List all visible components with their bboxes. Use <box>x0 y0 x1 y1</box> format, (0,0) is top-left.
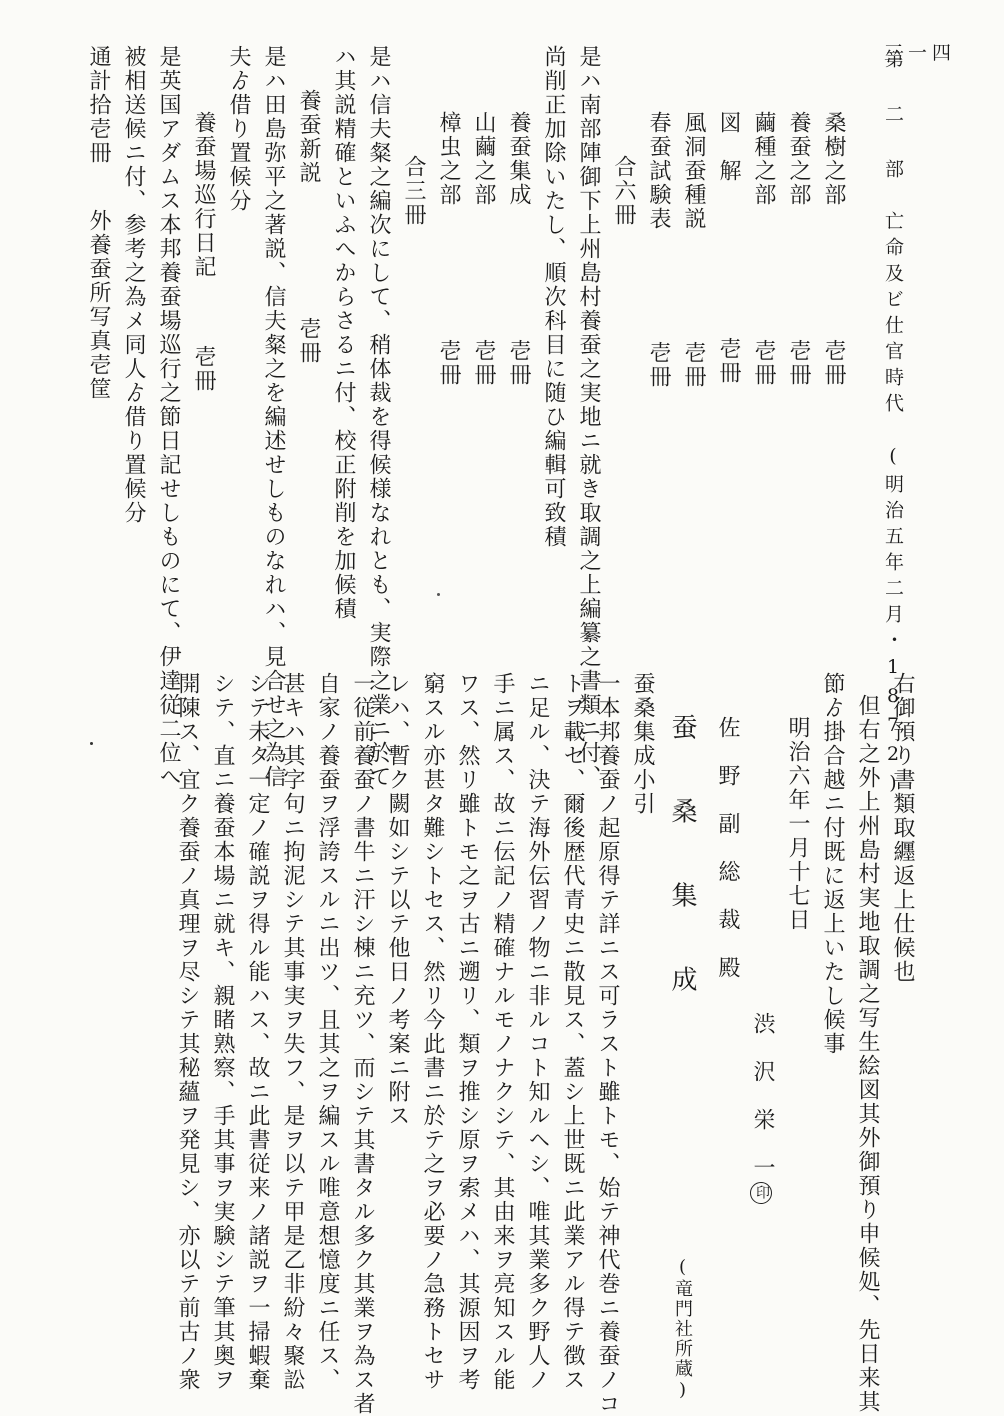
letter-line: 但右之外上州島村実地取調之写生絵図其外御預り申候処、先日来其 <box>855 694 880 1414</box>
item-name: 養蚕之部 <box>786 111 811 207</box>
sender-line <box>745 672 780 1352</box>
item-count: 壱冊 <box>506 339 531 387</box>
total-line <box>81 45 116 645</box>
body-line: 一本邦養蚕ノ起原得テ詳ニス可ラスト雖トモ、始テ神代巻ニ養蚕ノコ <box>595 672 620 1416</box>
item-name: 図 解 <box>716 111 741 183</box>
note-line: 是ハ田島弥平之著説、信夫粲之を編述せしものなれハ、見合せ之為信 <box>261 45 286 789</box>
preface-title: 蚕桑集成小引 <box>630 672 655 816</box>
body-line: ワス、然リ雖トモ之ヲ古ニ遡リ、類ヲ推シ原ヲ索メハ、其源因ヲ考 <box>455 672 480 1392</box>
source-note: (竜門社所蔵) <box>672 1256 693 1403</box>
item-count: 壱冊 <box>751 339 776 387</box>
seal-icon: 印 <box>750 1182 772 1204</box>
item-name: 樟虫之部 <box>436 111 461 207</box>
letter-line: 節ゟ掛合越ニ付既に返上いたし候事 <box>820 672 845 1056</box>
note-line: ハ其説精確といふへからさるニ付、校正附削を加候積 <box>331 45 356 621</box>
lower-section <box>40 672 920 1416</box>
item-count: 壱冊 <box>471 339 496 387</box>
item-name: 繭種之部 <box>751 111 776 207</box>
list-item <box>501 45 536 645</box>
list-item <box>466 45 501 645</box>
item-count: 壱冊 <box>821 339 846 387</box>
list-item <box>676 45 711 645</box>
subtotal: 合六冊 <box>611 155 636 227</box>
item-name: 養蚕新説 <box>296 89 321 185</box>
body-line: 手ニ属ス、故ニ伝記ノ精確ナルモノナクシテ、其由来ヲ亮知スル能 <box>490 672 515 1392</box>
body-line: 窮スル亦甚タ難シトセス、然リ今此書ニ於テ之ヲ必要ノ急務トセサ <box>420 672 445 1392</box>
recipient: 佐 野 副 総 裁 殿 <box>715 716 740 980</box>
item-count: 壱冊 <box>716 337 741 385</box>
note-line: 被相送候ニ付、参考之為メ同人ゟ借り置候分 <box>121 45 146 525</box>
item-count: 壱冊 <box>646 341 671 389</box>
body-line: シテ、直ニ養蚕本場ニ就キ、親睹熟察、手其事ヲ実験シテ筆其奥ヲ <box>210 672 235 1392</box>
total: 通計拾壱冊 <box>86 45 111 165</box>
item-count: 壱冊 <box>191 345 216 393</box>
body-line: トヲ載セ、爾後歴代青史ニ散見ス、蓋シ上世既ニ此業アル得テ徴ス <box>560 672 585 1392</box>
item-name: 春蚕試験表 <box>646 111 671 231</box>
note-line: 夫ゟ借り置候分 <box>226 45 251 213</box>
body-line: レハ、暫ク闕如シテ以テ他日ノ考案ニ附ス <box>385 672 410 1128</box>
list-item <box>746 45 781 645</box>
item-count: 壱冊 <box>786 339 811 387</box>
list-item <box>186 45 221 645</box>
letter-line: 右御預り書類取纒返上仕候也 <box>890 672 915 984</box>
item-name: 桑樹之部 <box>821 111 846 207</box>
sender-name: 渋 沢 栄 一 <box>750 1012 775 1180</box>
print-speck <box>90 742 93 745</box>
page-number: 三一四 <box>884 42 957 64</box>
item-name: 山繭之部 <box>471 111 496 207</box>
section-title: 蚕 桑 集 成 <box>667 713 697 1006</box>
item-count: 壱冊 <box>436 339 461 387</box>
body-line: 甚キハ其字句ニ拘泥シテ其事実ヲ失フ、是ヲ以テ甲是乙非紛々聚訟 <box>280 672 305 1392</box>
item-name: 風洞蚕種説 <box>681 111 706 231</box>
body-line: 開陳ス、宜ク養蚕ノ真理ヲ尽シテ其秘蘊ヲ発見シ、亦以テ前古ノ衆 <box>175 672 200 1392</box>
item-name: 養蚕場巡行日記 <box>191 111 216 279</box>
note-line: 是ハ南部陣御下上州島村養蚕之実地ニ就き取調之上編纂之書類ニ付、 <box>576 45 601 789</box>
item-name: 養蚕集成 <box>506 111 531 207</box>
list-item <box>781 45 816 645</box>
subtotal: 合三冊 <box>401 155 426 227</box>
print-speck <box>437 593 440 596</box>
item-count: 壱冊 <box>296 317 321 365</box>
note-line: 尚削正加除いたし、順次科目に随ひ編輯可致積 <box>541 45 566 549</box>
item-count: 壱冊 <box>681 341 706 389</box>
list-item <box>431 45 466 645</box>
body-line: ニ足ル、決テ海外伝習ノ物ニ非ルコト知ルヘシ、唯其業多ク野人ノ <box>525 672 550 1392</box>
running-header: 第 二 部 亡命及ビ仕官時代 (明治五年二月・1872) <box>882 49 904 801</box>
body-line: 自家ノ養蚕ヲ浮誇スルニ出ツ、且其之ヲ編スル唯意想憶度ニ任ス、 <box>315 672 340 1392</box>
body-line: シテ未タ一定ノ確説ヲ得ル能ハス、故ニ此書従来ノ諸説ヲ一掃蝦棄 <box>245 672 270 1392</box>
list-item <box>641 45 676 645</box>
letter-date: 明治六年一月十七日 <box>785 716 810 932</box>
list-item <box>816 45 851 645</box>
note-line: 是英国アダムス本邦養蚕場巡行之節日記せしものにて、伊達従二位へ <box>156 45 181 789</box>
body-line: 一従前養蚕ノ書牛ニ汗シ棟ニ充ツ、而シテ其書タル多ク其業ヲ為ス者 <box>350 672 375 1416</box>
note-line: 是ハ信夫粲之編次にして、稍体裁を得候様なれとも、実際之業ニ於て <box>366 45 391 789</box>
list-item <box>711 45 746 645</box>
extra-item: 外養蚕所写真壱筐 <box>86 209 111 401</box>
section-title-line <box>664 672 700 1403</box>
list-item <box>291 45 326 645</box>
